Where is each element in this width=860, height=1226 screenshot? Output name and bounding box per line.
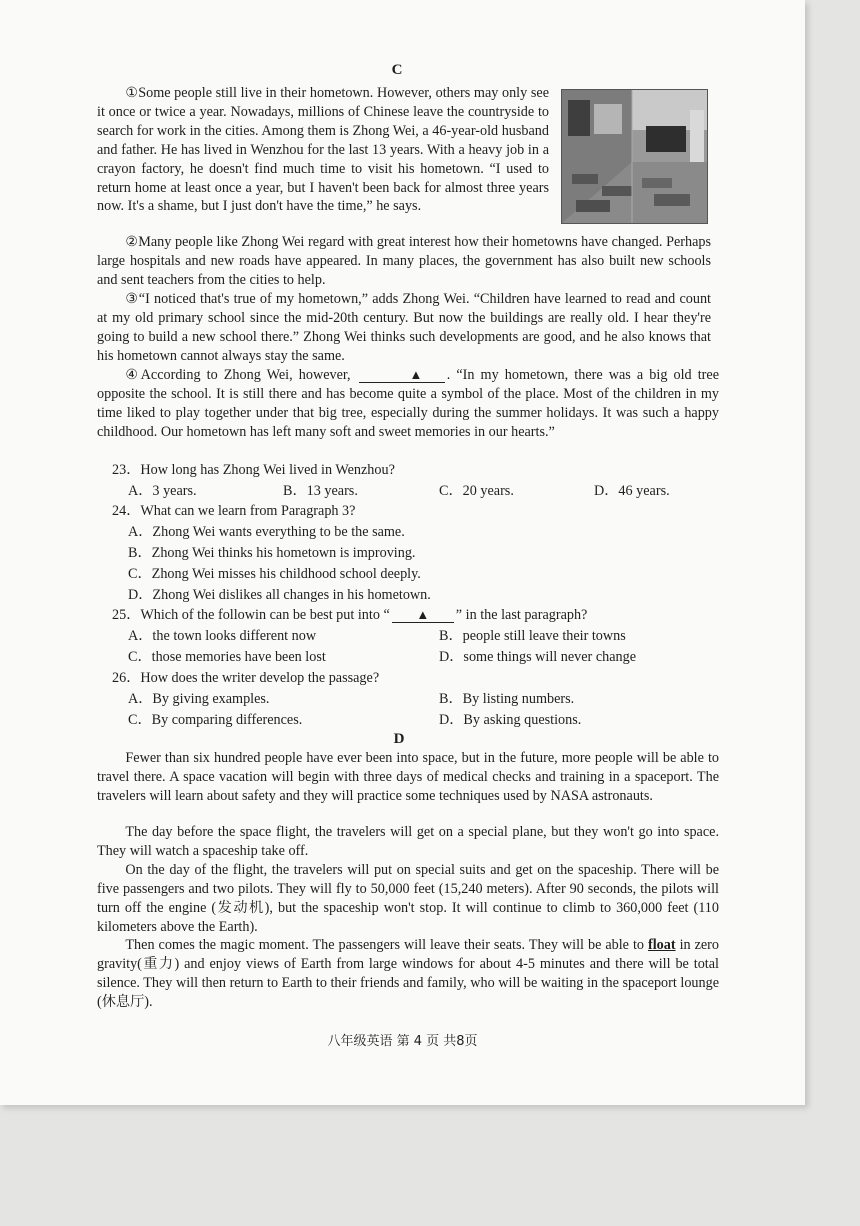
section-c-heading: C bbox=[391, 62, 403, 78]
section-d-heading: D bbox=[393, 731, 405, 747]
q26-option-c[interactable]: C．By comparing differences. bbox=[128, 712, 303, 728]
q25-option-b[interactable]: B．people still leave their towns bbox=[439, 628, 626, 644]
passage-c-paragraph-2: ②Many people like Zhong Wei regard with great interest how their hometowns have changed. Perhaps large hospitals and new roads have appeared. In many places, the government has also built new schools and sent teachers from the cities to help. bbox=[97, 234, 711, 288]
q24-option-c[interactable]: C．Zhong Wei misses his childhood school deeply. bbox=[128, 566, 421, 582]
q25-stem-start: 25．Which of the followin can be best put into “ bbox=[112, 607, 390, 623]
passage-d-paragraph-4 bbox=[97, 936, 719, 1012]
paragraph-d4-rest: in zero gravity(重力) and enjoy views of Earth from large windows for about 4-5 minutes and there will be total silence. They will then return to Earth to their friends and family, who will be waiting in the spaceport lounge (休息厅). bbox=[97, 937, 719, 1010]
passage-d-paragraph-3: On the day of the flight, the travelers will put on special suits and get on the spaceship. There will be five passengers and two pilots. They will fly to 50,000 feet (15,240 meters). After 90 seconds, the pilots will turn off the engine (发动机), but the spaceship won't stop. It will continue to climb to 360,000 feet (110 kilometers above the Earth). bbox=[97, 862, 719, 935]
q25-option-c[interactable]: C．those memories have been lost bbox=[128, 649, 326, 665]
q25-option-d[interactable]: D．some things will never change bbox=[439, 649, 637, 665]
question-24: 24．What can we learn from Paragraph 3? bbox=[112, 503, 356, 519]
classroom-photo bbox=[561, 89, 708, 224]
triangle-blank-marker: ▲ bbox=[416, 607, 430, 622]
q25-blank bbox=[392, 608, 454, 623]
q25-option-a[interactable]: A．the town looks different now bbox=[128, 628, 317, 644]
passage-c-paragraph-1: ①Some people still live in their hometown. However, others may only see it once or twice a year. Nowadays, millions of Chinese leave the countryside to search for work in the cities. Among them is Zhong Wei, a 46-year-old husband and father. He has lived in Wenzhou for the last 13 years. With a heavy job in a crayon factory, he doesn't find much time to visit his hometown. “I used to return home at least once a year, but I haven't been back for almost three years now. It's a shame, but I just don't have the time,” he says. bbox=[97, 85, 549, 215]
answer-blank bbox=[359, 368, 445, 383]
q26-option-d[interactable]: D．By asking questions. bbox=[439, 712, 582, 728]
triangle-blank-marker: ▲ bbox=[409, 367, 423, 382]
paragraph-4-lead: ④According to Zhong Wei, however, bbox=[125, 367, 351, 383]
question-25 bbox=[112, 606, 587, 624]
underlined-word-float: float bbox=[647, 937, 676, 953]
question-26: 26．How does the writer develop the passage? bbox=[112, 670, 380, 686]
passage-d-paragraph-2: The day before the space flight, the travelers will get on a special plane, but they won't go into space. They will watch a spaceship take off. bbox=[97, 824, 719, 859]
paragraph-d4-lead: Then comes the magic moment. The passengers will leave their seats. They will be able to bbox=[125, 937, 644, 953]
q26-option-b[interactable]: B．By listing numbers. bbox=[439, 691, 575, 707]
q25-stem-end: ” in the last paragraph? bbox=[455, 607, 588, 623]
q24-option-d[interactable]: D．Zhong Wei dislikes all changes in his hometown. bbox=[128, 587, 431, 603]
paragraph-4-rest: . “In my hometown, there was a big old tree opposite the school. It is still there and has become quite a symbol of the place. Most of the children in my time liked to play together under that big tree, especially during the summer holidays. It was such a happy childhood. Our hometown has left many soft and sweet memories in our hearts.” bbox=[97, 367, 719, 440]
q26-option-a[interactable]: A．By giving examples. bbox=[128, 691, 270, 707]
q23-option-d[interactable]: D．46 years. bbox=[594, 483, 670, 499]
q23-option-b[interactable]: B．13 years. bbox=[283, 483, 358, 499]
q24-option-b[interactable]: B．Zhong Wei thinks his hometown is improving. bbox=[128, 545, 416, 561]
q23-option-c[interactable]: C．20 years. bbox=[439, 483, 514, 499]
page-footer: 八年级英语 第 4 页 共8页 bbox=[327, 1034, 478, 1049]
passage-d-paragraph-1: Fewer than six hundred people have ever been into space, but in the future, more people will be able to travel there. A space vacation will begin with three days of medical checks and training in a spaceport. The travelers will learn about safety and they will practice some techniques used by NASA astronauts. bbox=[97, 750, 719, 804]
q23-option-a[interactable]: A．3 years. bbox=[128, 483, 197, 499]
passage-c-paragraph-4 bbox=[97, 366, 719, 442]
q24-option-a[interactable]: A．Zhong Wei wants everything to be the same. bbox=[128, 524, 405, 540]
question-23: 23．How long has Zhong Wei lived in Wenzhou? bbox=[112, 462, 395, 478]
passage-c-paragraph-3: ③“I noticed that's true of my hometown,” adds Zhong Wei. “Children have learned to read and count at my old primary school since the mid-20th century. But now the buildings are really old. I hear they're going to build a new school there.” Zhong Wei thinks such developments are good, and he also knows that his hometown cannot always stay the same. bbox=[97, 291, 711, 364]
